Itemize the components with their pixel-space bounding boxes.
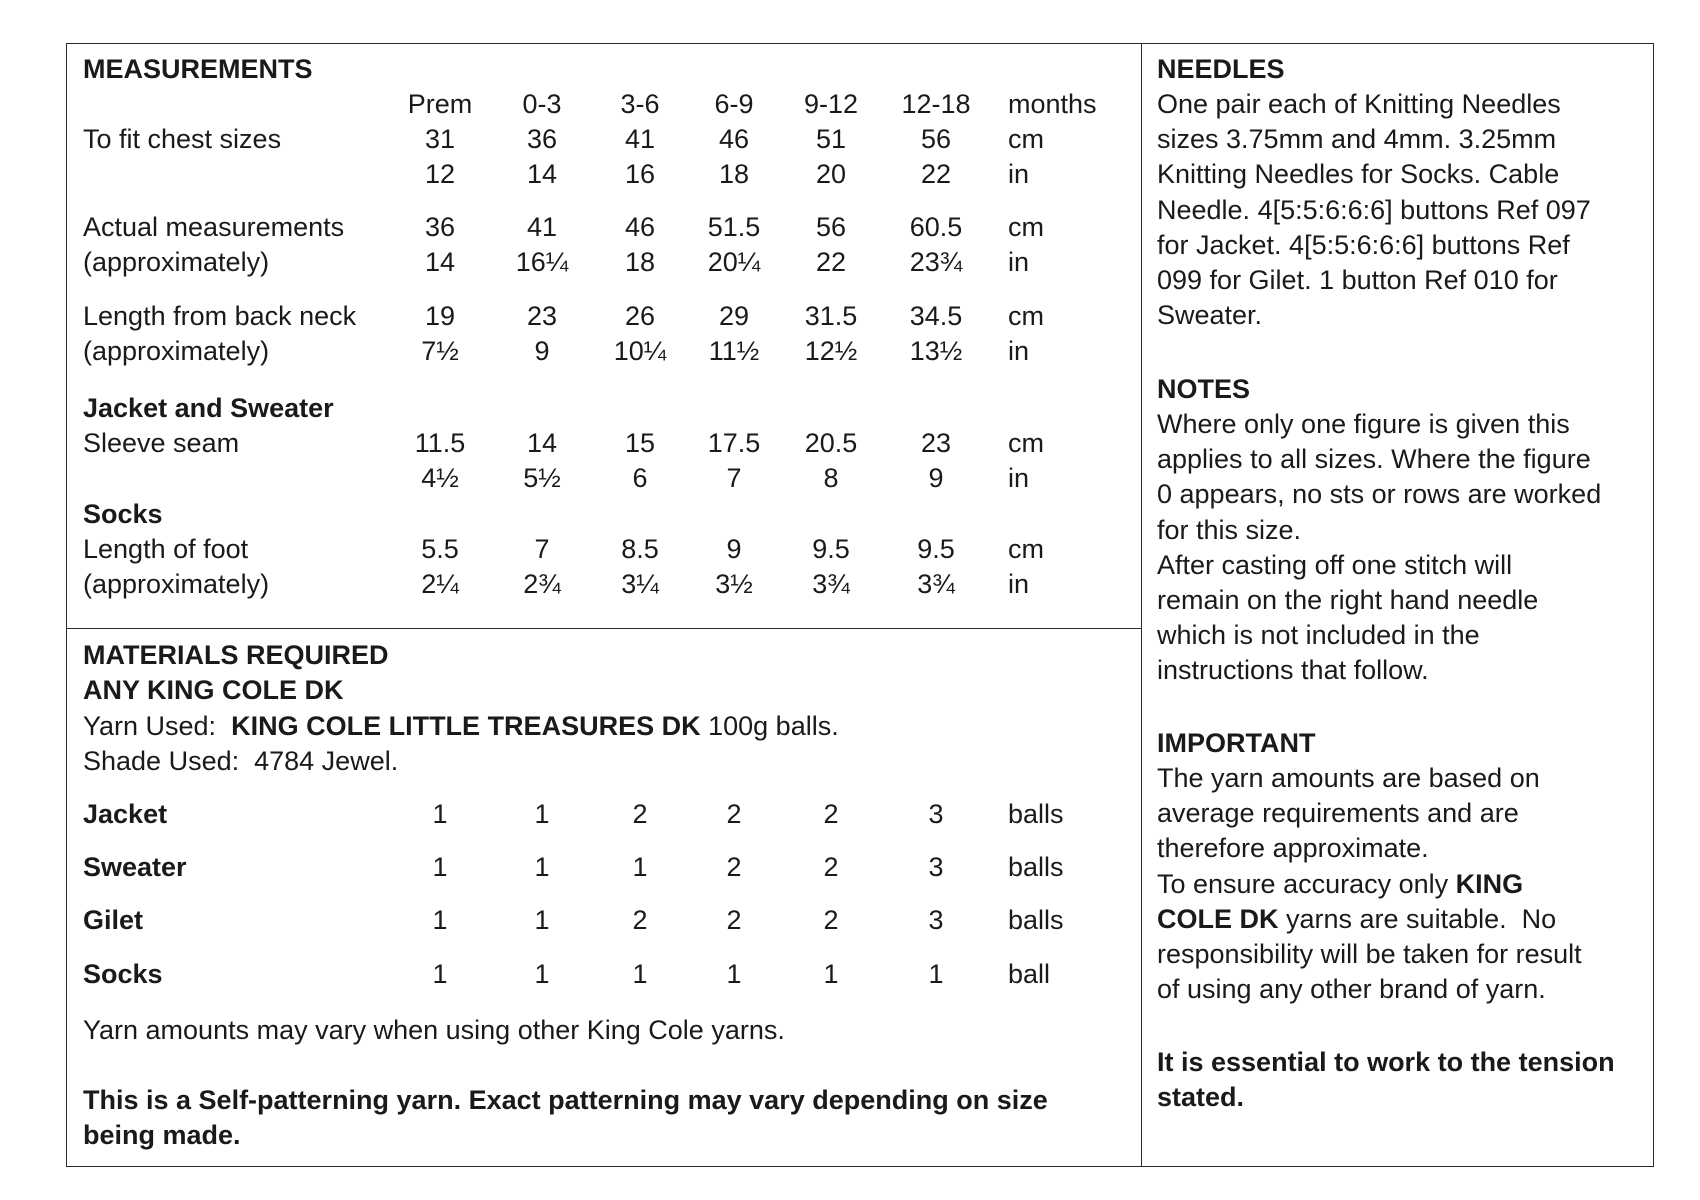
- materials-value: 1: [432, 905, 448, 935]
- materials-value: 1: [432, 799, 448, 829]
- measurement-value: 6: [632, 463, 648, 493]
- notes-line: Where only one figure is given this: [1157, 409, 1570, 439]
- yarn-name: KING COLE LITTLE TREASURES DK: [231, 711, 701, 741]
- materials-value: 3: [928, 905, 944, 935]
- measurement-value: 19: [424, 301, 456, 331]
- measurement-value: 8: [823, 463, 839, 493]
- measurement-value: 20.5: [804, 428, 858, 458]
- materials-row-label: Gilet: [83, 905, 144, 935]
- measurement-value: 41: [526, 212, 558, 242]
- essential-tension-line1: It is essential to work to the tension: [1157, 1047, 1615, 1077]
- yarn-note: Yarn amounts may vary when using other King Cole yarns.: [83, 1015, 785, 1045]
- measurement-value: 14: [526, 159, 558, 189]
- important-line: [1157, 902, 1642, 937]
- needles-line: for Jacket. 4[5:5:6:6:6] buttons Ref: [1157, 229, 1570, 260]
- measurement-value: 12½: [804, 336, 858, 366]
- materials-row-label: Socks: [83, 959, 163, 989]
- measurement-value: 20: [815, 159, 847, 189]
- materials-value: 1: [534, 799, 550, 829]
- notes-line: remain on the right hand needle: [1157, 585, 1539, 616]
- important-text: [1157, 761, 1642, 1007]
- measurement-value: 22: [920, 159, 952, 189]
- measurement-value: 11.5: [414, 428, 466, 458]
- measurement-row-label: (approximately): [83, 569, 270, 599]
- measurement-value: 8.5: [621, 534, 659, 564]
- materials-row-label: Jacket: [83, 799, 168, 829]
- notes-line: applies to all sizes. Where the figure: [1157, 444, 1591, 475]
- measurement-value: 7½: [421, 336, 459, 366]
- section-divider: [66, 628, 1142, 629]
- materials-value: 2: [726, 905, 742, 935]
- size-header-cell: 0-3: [522, 89, 562, 119]
- jacket-sweater-heading: Jacket and Sweater: [83, 393, 334, 423]
- measurement-value: 56: [815, 212, 847, 242]
- materials-unit: balls: [1008, 905, 1064, 935]
- materials-value: 2: [823, 852, 839, 882]
- measurement-value: 29: [718, 301, 750, 331]
- measurement-value: 2¼: [421, 569, 459, 599]
- measurement-value: 14: [424, 247, 456, 277]
- measurement-unit: cm: [1008, 124, 1044, 154]
- measurement-value: 18: [718, 159, 750, 189]
- measurement-value: 34.5: [909, 301, 963, 331]
- measurement-value: 9.5: [812, 534, 850, 564]
- materials-value: 1: [726, 959, 742, 989]
- materials-value: 2: [726, 799, 742, 829]
- measurement-unit: in: [1008, 336, 1030, 366]
- measurement-row-label: To fit chest sizes: [83, 124, 282, 154]
- measurement-value: 7: [726, 463, 742, 493]
- materials-value: 1: [534, 852, 550, 882]
- notes-line: instructions that follow.: [1157, 655, 1429, 686]
- important-title: IMPORTANT: [1157, 728, 1316, 758]
- measurement-unit: in: [1008, 247, 1030, 277]
- measurements-title: MEASUREMENTS: [83, 54, 313, 84]
- notes-line: which is not included in the: [1157, 620, 1480, 651]
- measurement-unit: in: [1008, 569, 1030, 599]
- measurement-row-label: (approximately): [83, 247, 270, 277]
- measurement-row-label: Length of foot: [83, 534, 249, 564]
- size-header-cell: 3-6: [620, 89, 660, 119]
- measurement-value: 46: [718, 124, 750, 154]
- needles-title: NEEDLES: [1157, 54, 1285, 84]
- materials-value: 1: [432, 852, 448, 882]
- important-line-text: To ensure accuracy only: [1157, 868, 1456, 899]
- notes-text: [1157, 407, 1642, 689]
- measurement-unit: in: [1008, 159, 1030, 189]
- measurement-row-label: Actual measurements: [83, 212, 345, 242]
- measurement-value: 23: [526, 301, 558, 331]
- materials-value: 1: [823, 959, 839, 989]
- measurement-unit: cm: [1008, 428, 1044, 458]
- size-header-cell: 12-18: [901, 89, 971, 119]
- measurement-unit: in: [1008, 463, 1030, 493]
- materials-unit: balls: [1008, 852, 1064, 882]
- important-line: [1157, 867, 1642, 902]
- measurement-value: 7: [534, 534, 550, 564]
- materials-value: 1: [928, 959, 944, 989]
- measurement-value: 3¾: [812, 569, 850, 599]
- important-line: The yarn amounts are based on: [1157, 763, 1540, 793]
- important-line: responsibility will be taken for result: [1157, 939, 1582, 970]
- materials-value: 2: [632, 799, 648, 829]
- measurement-unit: cm: [1008, 301, 1044, 331]
- measurement-value: 9: [726, 534, 742, 564]
- socks-heading: Socks: [83, 499, 163, 529]
- materials-unit: balls: [1008, 799, 1064, 829]
- notes-title: NOTES: [1157, 374, 1251, 404]
- materials-value: 2: [632, 905, 648, 935]
- measurement-value: 51.5: [707, 212, 761, 242]
- materials-value: 1: [432, 959, 448, 989]
- measurement-value: 51: [815, 124, 847, 154]
- measurement-row-label: (approximately): [83, 336, 270, 366]
- measurement-value: 3½: [715, 569, 753, 599]
- needles-line: One pair each of Knitting Needles: [1157, 89, 1561, 119]
- yarn-used-label: Yarn Used:: [83, 711, 217, 741]
- measurement-value: 17.5: [707, 428, 761, 458]
- measurement-row-label: Length from back neck: [83, 301, 357, 331]
- self-pattern-note-line1: This is a Self-patterning yarn. Exact patterning may vary depending on size: [83, 1085, 1048, 1115]
- essential-tension-line2: stated.: [1157, 1082, 1245, 1112]
- measurement-value: 10¼: [613, 336, 667, 366]
- important-line: average requirements and are: [1157, 798, 1519, 829]
- brand-name: COLE DK: [1157, 903, 1279, 934]
- important-line-text: yarns are suitable. No: [1278, 903, 1557, 934]
- size-header-cell: Prem: [407, 89, 473, 119]
- measurement-value: 16: [624, 159, 656, 189]
- measurement-value: 9: [534, 336, 550, 366]
- measurement-value: 18: [624, 247, 656, 277]
- notes-line: After casting off one stitch will: [1157, 549, 1513, 580]
- materials-row-label: Sweater: [83, 852, 187, 882]
- size-header-cell: 9-12: [803, 89, 859, 119]
- column-divider: [1141, 43, 1142, 1167]
- shade-used-line: Shade Used: 4784 Jewel.: [83, 746, 399, 776]
- measurement-value: 23: [920, 428, 952, 458]
- measurement-value: 13½: [909, 336, 963, 366]
- measurement-value: 56: [920, 124, 952, 154]
- measurement-value: 31.5: [804, 301, 858, 331]
- measurement-value: 22: [815, 247, 847, 277]
- needles-line: Sweater.: [1157, 300, 1263, 331]
- materials-value: 1: [534, 959, 550, 989]
- measurement-value: 36: [526, 124, 558, 154]
- notes-line: for this size.: [1157, 514, 1302, 545]
- measurement-value: 14: [526, 428, 558, 458]
- materials-value: 3: [928, 799, 944, 829]
- notes-line: 0 appears, no sts or rows are worked: [1157, 479, 1602, 510]
- measurement-row-label: Sleeve seam: [83, 428, 240, 458]
- measurement-value: 46: [624, 212, 656, 242]
- measurement-value: 5½: [523, 463, 561, 493]
- measurement-unit: cm: [1008, 212, 1044, 242]
- materials-value: 2: [823, 799, 839, 829]
- measurement-value: 2¾: [523, 569, 561, 599]
- measurement-value: 3¾: [917, 569, 955, 599]
- measurement-value: 26: [624, 301, 656, 331]
- needles-text: [1157, 87, 1642, 333]
- materials-title: MATERIALS REQUIRED: [83, 640, 389, 670]
- measurement-value: 41: [624, 124, 656, 154]
- important-line: of using any other brand of yarn.: [1157, 974, 1546, 1005]
- needles-line: sizes 3.75mm and 4mm. 3.25mm: [1157, 124, 1557, 155]
- measurement-value: 4½: [421, 463, 459, 493]
- materials-value: 1: [632, 852, 648, 882]
- measurement-value: 20¼: [707, 247, 761, 277]
- measurement-value: 3¼: [621, 569, 659, 599]
- materials-subtitle: ANY KING COLE DK: [83, 675, 344, 705]
- materials-value: 3: [928, 852, 944, 882]
- materials-value: 1: [632, 959, 648, 989]
- measurement-value: 15: [624, 428, 656, 458]
- measurement-value: 36: [424, 212, 456, 242]
- measurement-value: 12: [424, 159, 456, 189]
- measurement-value: 5.5: [421, 534, 459, 564]
- materials-value: 2: [726, 852, 742, 882]
- needles-line: Needle. 4[5:5:6:6:6] buttons Ref 097: [1157, 194, 1591, 225]
- measurement-unit: cm: [1008, 534, 1044, 564]
- yarn-ball-size: 100g balls.: [708, 711, 839, 741]
- measurement-value: 60.5: [909, 212, 963, 242]
- self-pattern-note-line2: being made.: [83, 1120, 241, 1150]
- measurement-value: 11½: [708, 336, 760, 366]
- size-header-unit: months: [1008, 89, 1097, 119]
- measurement-value: 23¾: [909, 247, 963, 277]
- measurement-value: 9.5: [917, 534, 955, 564]
- size-header-cell: 6-9: [714, 89, 754, 119]
- important-line: therefore approximate.: [1157, 833, 1429, 864]
- measurement-value: 31: [424, 124, 456, 154]
- needles-line: 099 for Gilet. 1 button Ref 010 for: [1157, 265, 1558, 296]
- materials-unit: ball: [1008, 959, 1051, 989]
- measurement-value: 16¼: [515, 247, 569, 277]
- materials-value: 2: [823, 905, 839, 935]
- yarn-used-line: [83, 709, 839, 744]
- materials-value: 1: [534, 905, 550, 935]
- brand-name: KING: [1455, 868, 1524, 899]
- measurement-value: 9: [928, 463, 944, 493]
- needles-line: Knitting Needles for Socks. Cable: [1157, 159, 1560, 190]
